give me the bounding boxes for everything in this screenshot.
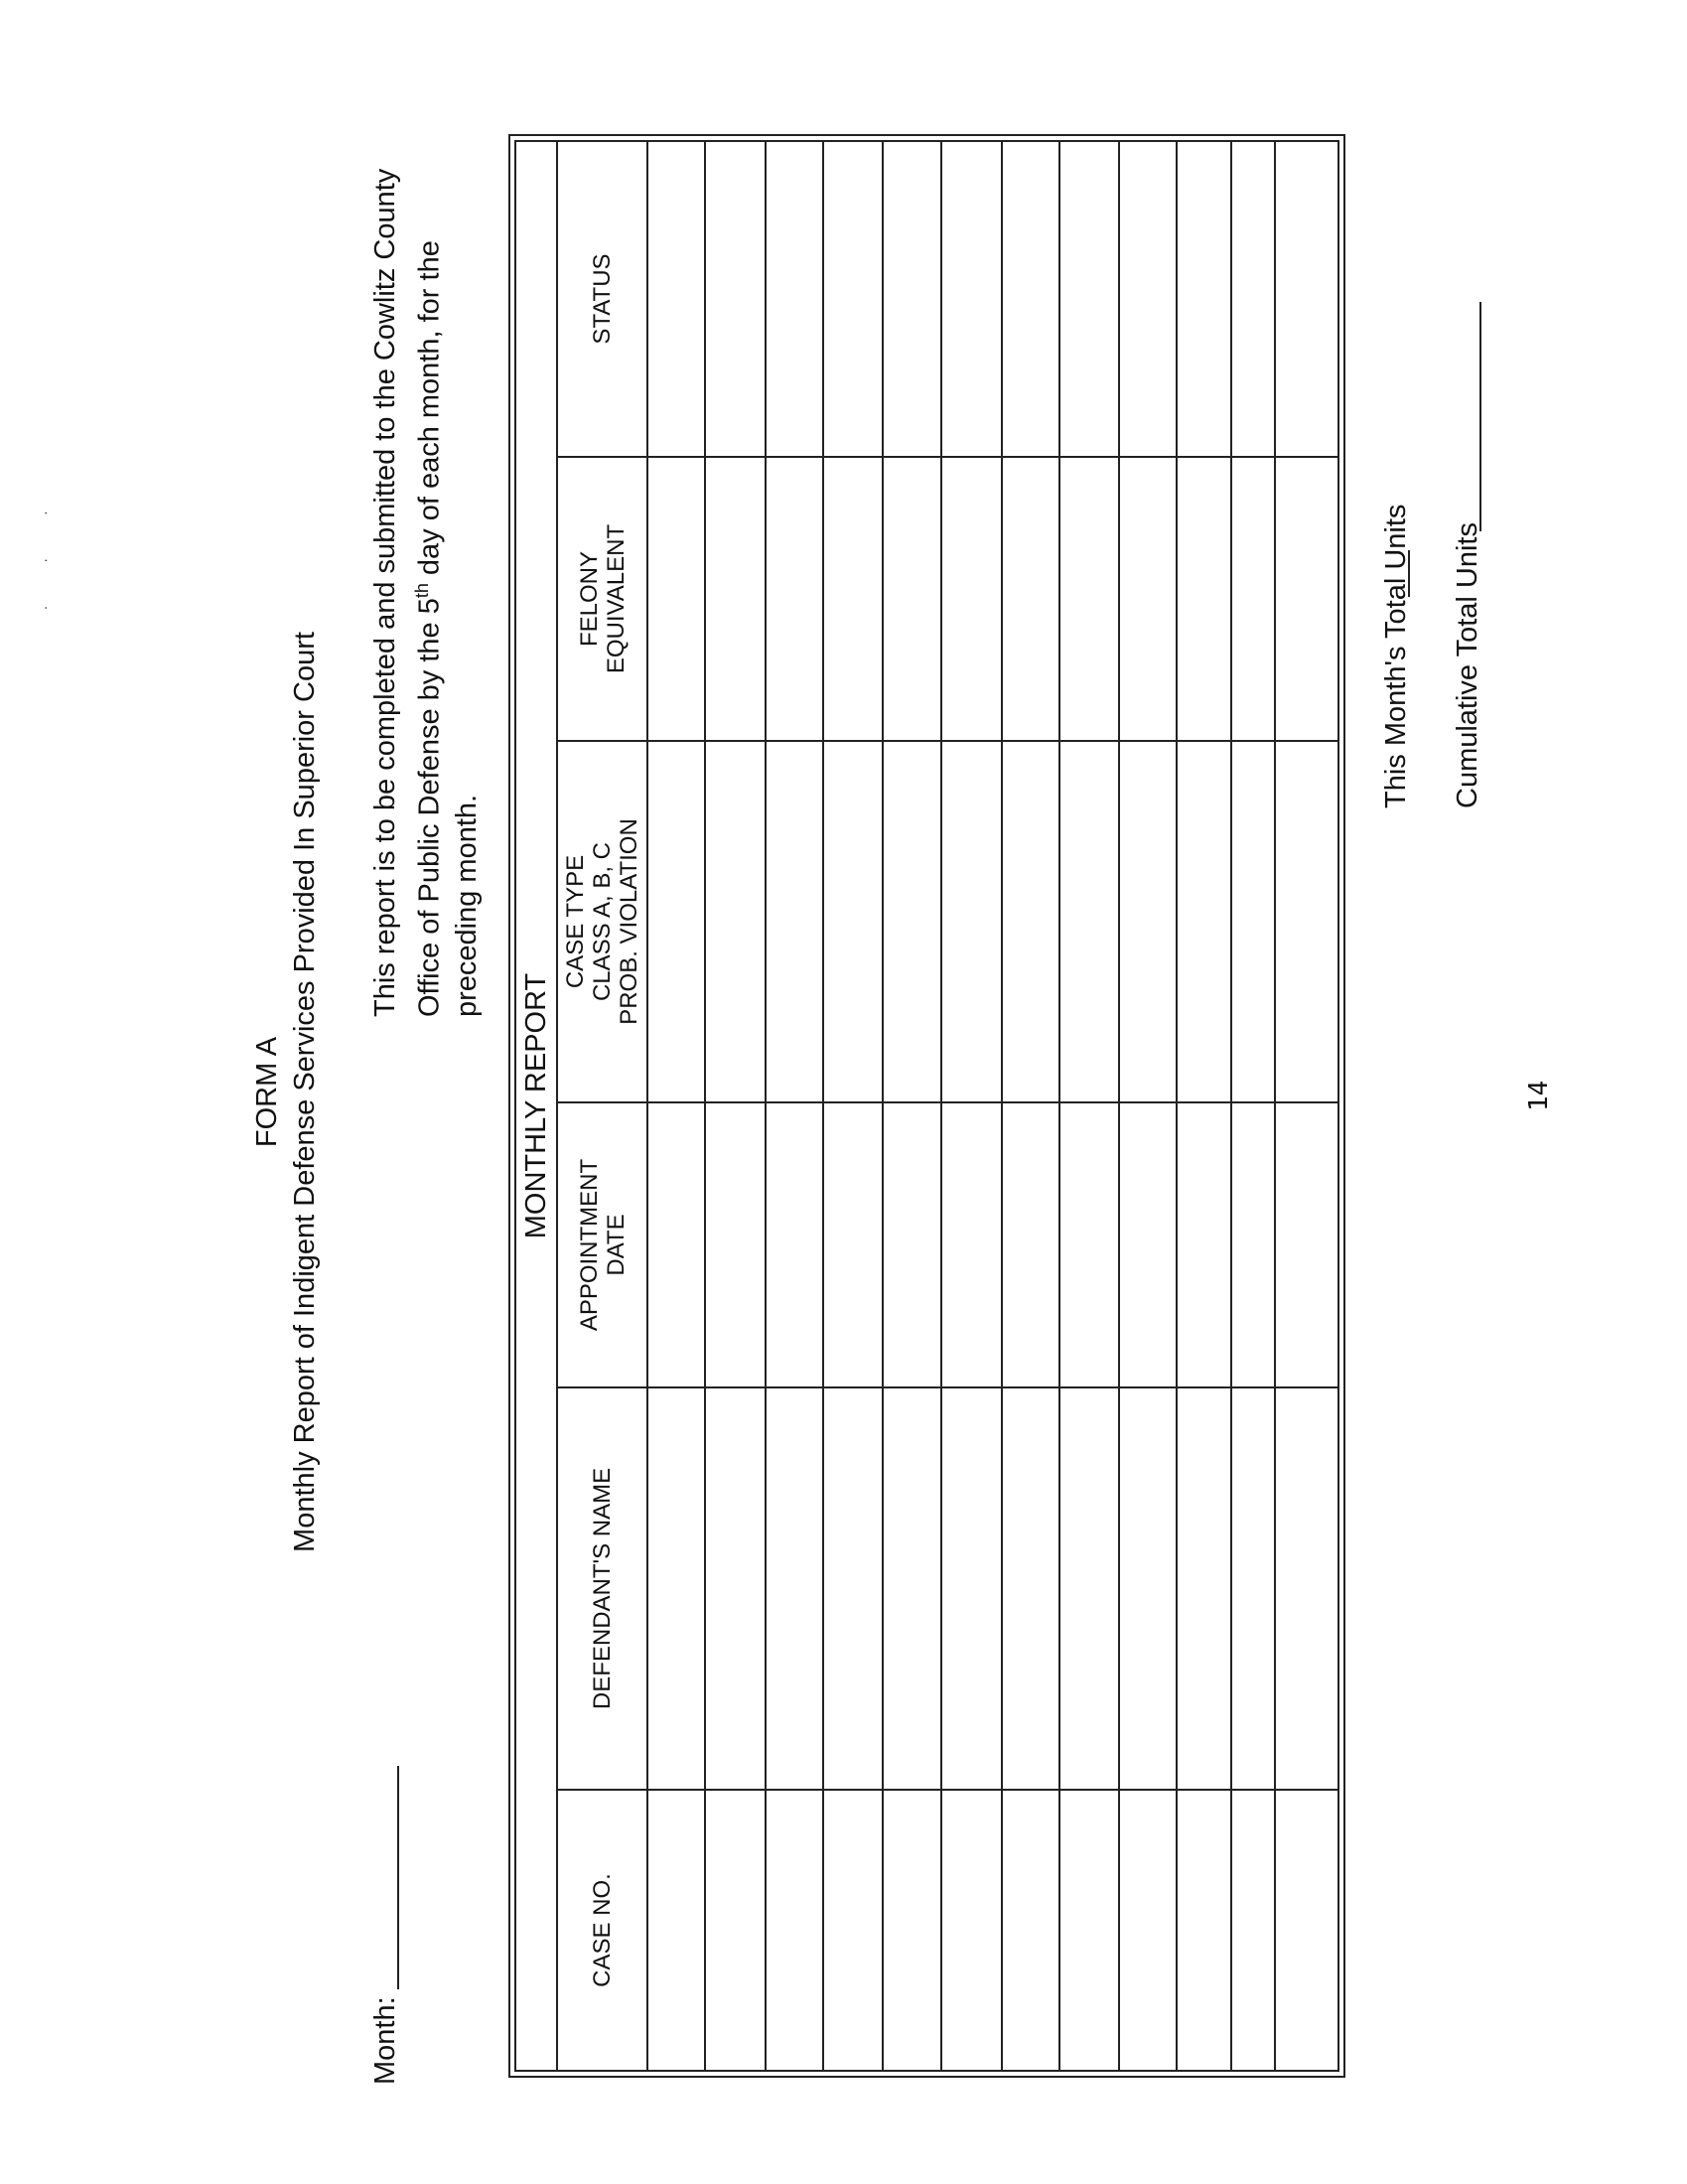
table-cell[interactable] (1058, 740, 1118, 1101)
column-header-case-no: CASE NO. (589, 1873, 616, 1987)
table-cell[interactable] (1176, 142, 1230, 456)
table-cell[interactable] (1118, 1386, 1176, 1789)
table-cell[interactable] (1274, 142, 1337, 456)
table-cell[interactable] (765, 740, 822, 1101)
cumulative-total-units-field[interactable] (1479, 302, 1481, 531)
table-cell[interactable] (1230, 142, 1274, 456)
table-cell[interactable] (1001, 740, 1058, 1101)
month-field[interactable] (397, 1766, 399, 1989)
table-cell[interactable] (1176, 1789, 1230, 2070)
instructions (367, 163, 486, 1017)
cumulative-total-units-label: Cumulative Total Units (1452, 522, 1483, 808)
this-month-total-units-field[interactable] (1408, 550, 1410, 597)
table-cell[interactable] (646, 1386, 704, 1789)
table-cell[interactable] (882, 142, 940, 456)
table-cell[interactable] (1176, 1101, 1230, 1386)
table-cell[interactable] (704, 1789, 765, 2070)
instructions-text-1: This report is to be completed and submitted to the Cowlitz County Office of Public Defense by the 5 (369, 168, 446, 1017)
table-cell[interactable] (822, 142, 882, 456)
page-number: 14 (1524, 1080, 1554, 1111)
table-cell[interactable] (822, 1101, 882, 1386)
table-cell[interactable] (940, 1789, 1001, 2070)
table-cell[interactable] (1274, 740, 1337, 1101)
table-cell[interactable] (765, 1386, 822, 1789)
form-title: FORM A (251, 1036, 283, 1148)
table-cell[interactable] (940, 456, 1001, 740)
table-body (514, 140, 1339, 2072)
table-cell[interactable] (1058, 1101, 1118, 1386)
table-cell[interactable] (822, 456, 882, 740)
table-cell[interactable] (704, 142, 765, 456)
table-cell[interactable] (882, 1101, 940, 1386)
table-cell[interactable] (1001, 456, 1058, 740)
table-cell[interactable] (1176, 740, 1230, 1101)
instructions-text-2: day of each month, for the preceding month. (413, 240, 483, 1017)
table-cell[interactable] (1001, 142, 1058, 456)
table-cell[interactable] (1058, 1386, 1118, 1789)
column-header-defendants-name: DEFENDANT'S NAME (589, 1467, 616, 1710)
table-cell[interactable] (1001, 1101, 1058, 1386)
table-cell[interactable] (704, 456, 765, 740)
table-cell[interactable] (1118, 740, 1176, 1101)
table-cell[interactable] (765, 142, 822, 456)
table-cell[interactable] (1118, 1789, 1176, 2070)
table-cell[interactable] (1176, 1386, 1230, 1789)
table-cell[interactable] (1118, 456, 1176, 740)
table-cell[interactable] (940, 740, 1001, 1101)
table-cell[interactable] (1001, 1386, 1058, 1789)
table-cell[interactable] (882, 1789, 940, 2070)
table-cell[interactable] (882, 456, 940, 740)
table-cell[interactable] (1230, 1789, 1274, 2070)
table-cell[interactable] (704, 1386, 765, 1789)
table-title: MONTHLY REPORT (516, 142, 558, 2070)
table-cell[interactable] (646, 1789, 704, 2070)
table-cell[interactable] (1230, 1386, 1274, 1789)
form-subtitle: Monthly Report of Indigent Defense Services Provided In Superior Court (289, 632, 321, 1552)
column-header-status: STATUS (589, 253, 616, 345)
table-cell[interactable] (940, 1101, 1001, 1386)
table-cell[interactable] (1001, 1789, 1058, 2070)
table-cell[interactable] (940, 1386, 1001, 1789)
table-cell[interactable] (882, 740, 940, 1101)
instructions-superscript: th (412, 583, 432, 599)
table-cell[interactable] (765, 1101, 822, 1386)
table-cell[interactable] (646, 740, 704, 1101)
this-month-total-units-label: This Month's Total Units (1380, 504, 1412, 808)
table-cell[interactable] (822, 740, 882, 1101)
column-header-felony-equivalent: FELONY EQUIVALENT (575, 523, 630, 674)
table-cell[interactable] (882, 1386, 940, 1789)
table-cell[interactable] (1274, 1101, 1337, 1386)
table-cell[interactable] (765, 456, 822, 740)
scan-specks: . . . (34, 491, 50, 610)
table-cell[interactable] (646, 1101, 704, 1386)
table-cell[interactable] (1176, 456, 1230, 740)
table-cell[interactable] (1274, 456, 1337, 740)
column-header-case-type: CASE TYPE CLASS A, B, C PROB. VIOLATION (562, 818, 642, 1025)
table-cell[interactable] (1058, 142, 1118, 456)
table-cell[interactable] (1230, 740, 1274, 1101)
monthly-report-table (508, 134, 1345, 2078)
table-cell[interactable] (940, 142, 1001, 456)
table-cell[interactable] (646, 456, 704, 740)
month-label: Month: (369, 1996, 401, 2085)
table-cell[interactable] (1118, 1101, 1176, 1386)
table-cell[interactable] (822, 1386, 882, 1789)
table-cell[interactable] (822, 1789, 882, 2070)
table-cell[interactable] (1230, 456, 1274, 740)
column-header-appointment-date: APPOINTMENT DATE (575, 1158, 630, 1332)
table-cell[interactable] (1274, 1386, 1337, 1789)
table-cell[interactable] (1118, 142, 1176, 456)
table-cell[interactable] (704, 1101, 765, 1386)
table-cell[interactable] (1058, 1789, 1118, 2070)
table-cell[interactable] (646, 142, 704, 456)
table-cell[interactable] (704, 740, 765, 1101)
table-cell[interactable] (765, 1789, 822, 2070)
table-cell[interactable] (1274, 1789, 1337, 2070)
table-cell[interactable] (1230, 1101, 1274, 1386)
table-cell[interactable] (1058, 456, 1118, 740)
